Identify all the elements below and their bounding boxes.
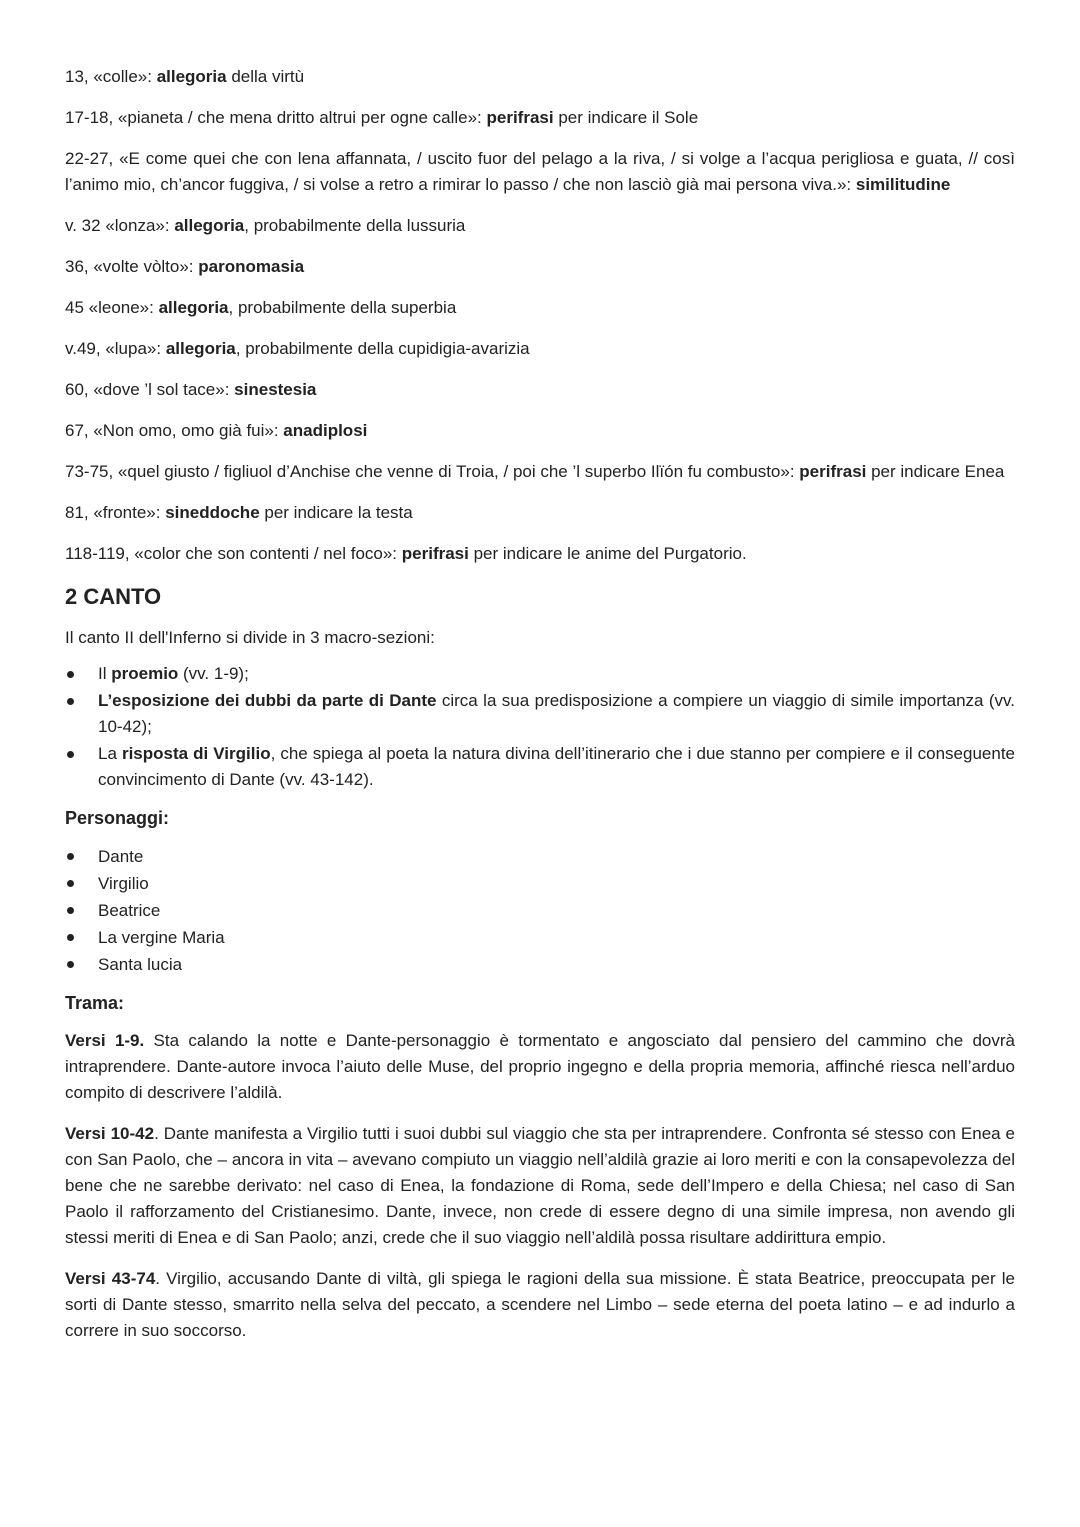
- bold-text: allegoria: [158, 298, 229, 317]
- figure-note: [65, 146, 1015, 198]
- bold-text: Versi 1-9.: [65, 1031, 145, 1050]
- text-run: 22-27, «E come quei che con lena affannata, / uscito fuor del pelago a la riva, / si volge a l’acqua perigliosa e guata, // così l’animo mio, ch’ancor fuggiva, / si volse a retro a rimirar lo passo / che non lasciò già mai persona viva.»:: [65, 149, 1015, 194]
- text-run: , probabilmente della lussuria: [244, 216, 466, 235]
- character-item: [65, 897, 1015, 924]
- plot-paragraph: [65, 1028, 1015, 1106]
- character-item: [65, 843, 1015, 870]
- list-item: [65, 741, 1015, 793]
- bullet-icon: [67, 934, 74, 941]
- characters-list: [65, 843, 1015, 978]
- bullet-icon: [67, 698, 74, 705]
- figure-note: [65, 541, 1015, 567]
- figure-note: [65, 254, 1015, 280]
- document-page: [65, 64, 1015, 1359]
- text-run: 73-75, «quel giusto / figliuol d’Anchise che venne di Troia, / poi che ’l superbo Ilïón fu combusto»:: [65, 462, 800, 481]
- sections-list: [65, 661, 1015, 793]
- bold-text: perifrasi: [401, 544, 469, 563]
- bullet-icon: [67, 671, 74, 678]
- text-run: per indicare la testa: [259, 503, 413, 522]
- text-run: (vv. 1-9);: [178, 664, 249, 683]
- text-run: Sta calando la notte e Dante-personaggio è tormentato e angosciato dal pensiero del cammino che dovrà intraprendere. Dante-autore invoca l’aiuto delle Muse, del proprio ingegno e della propria memoria, affinché riesca nell’arduo compito di descrivere l’aldilà.: [65, 1031, 1015, 1102]
- bold-text: proemio: [111, 664, 179, 683]
- character-item: [65, 951, 1015, 978]
- figure-note: [65, 64, 1015, 90]
- text-run: della virtù: [226, 67, 305, 86]
- character-name: Virgilio: [98, 874, 149, 893]
- bullet-icon: [67, 880, 74, 887]
- text-run: , probabilmente della cupidigia-avarizia: [235, 339, 530, 358]
- figure-note: [65, 213, 1015, 239]
- text-run: La: [98, 744, 122, 763]
- figure-note: [65, 377, 1015, 403]
- figure-note: [65, 336, 1015, 362]
- character-name: Beatrice: [98, 901, 161, 920]
- bold-text: Versi 43-74: [65, 1269, 156, 1288]
- bold-text: perifrasi: [486, 108, 554, 127]
- characters-heading: Personaggi:: [65, 808, 170, 828]
- figure-note: [65, 295, 1015, 321]
- plot-paragraph: [65, 1121, 1015, 1251]
- text-run: 67, «Non omo, omo già fui»:: [65, 421, 284, 440]
- character-name: Santa lucia: [98, 955, 183, 974]
- figures-list: [65, 64, 1015, 567]
- text-run: v. 32 «lonza»:: [65, 216, 175, 235]
- plot-heading: Trama:: [65, 993, 125, 1013]
- character-name: La vergine Maria: [98, 928, 225, 947]
- figure-note: [65, 500, 1015, 526]
- character-item: [65, 924, 1015, 951]
- text-run: 118-119, «color che son contenti / nel foco»:: [65, 544, 402, 563]
- text-run: , che spiega al poeta la natura divina dell’itinerario che i due stanno per compiere e il conseguente convincimento di Dante (vv. 43-142).: [98, 744, 1015, 789]
- plot-paragraph: [65, 1266, 1015, 1344]
- figure-note: [65, 459, 1015, 485]
- bold-text: allegoria: [174, 216, 245, 235]
- text-run: 13, «colle»:: [65, 67, 157, 86]
- text-run: Il: [98, 664, 112, 683]
- character-item: [65, 870, 1015, 897]
- bold-text: sineddoche: [165, 503, 260, 522]
- list-item: [65, 661, 1015, 687]
- bold-text: risposta di Virgilio: [121, 744, 271, 763]
- text-run: circa la sua predisposizione a compiere un viaggio di simile importanza (vv. 10-42);: [98, 691, 1016, 736]
- text-run: v.49, «lupa»:: [65, 339, 166, 358]
- text-run: . Virgilio, accusando Dante di viltà, gli spiega le ragioni della sua missione. È stata Beatrice, preoccupata per le sorti di Dante stesso, smarrito nella selva del peccato, a scendere nel Limbo – sede eterna del poeta latino – e ad indurlo a correre in suo soccorso.: [65, 1269, 1015, 1340]
- text-run: per indicare Enea: [866, 462, 1005, 481]
- bold-text: perifrasi: [799, 462, 867, 481]
- intro-text: Il canto II dell'Inferno si divide in 3 macro-sezioni:: [65, 628, 435, 647]
- bullet-icon: [67, 961, 74, 968]
- bold-text: similitudine: [855, 175, 951, 194]
- text-run: 17-18, «pianeta / che mena dritto altrui per ogne calle»:: [65, 108, 487, 127]
- text-run: 60, «dove ’l sol tace»:: [65, 380, 235, 399]
- figure-note: [65, 418, 1015, 444]
- text-run: , probabilmente della superbia: [228, 298, 457, 317]
- text-run: 81, «fronte»:: [65, 503, 166, 522]
- bullet-icon: [67, 751, 74, 758]
- section-heading: 2 CANTO: [65, 584, 162, 609]
- text-run: per indicare il Sole: [553, 108, 699, 127]
- text-run: . Dante manifesta a Virgilio tutti i suoi dubbi sul viaggio che sta per intraprendere. Confronta sé stesso con Enea e con San Paolo, che – ancora in vita – avevano compiuto un viaggio nell’aldilà grazie ai loro meriti e con la consapevolezza del bene che ne sarebbe derivato: nel caso di Enea, la fondazione di Roma, sede dell’Impero e della Chiesa; nel caso di San Paolo il rafforzamento del Cristianesimo. Dante, invece, non crede di essere degno di una simile impresa, non avendo gli stessi meriti di Enea e di San Paolo; anzi, crede che il suo viaggio nell’aldilà possa risultare addirittura empio.: [65, 1124, 1015, 1247]
- text-run: 45 «leone»:: [65, 298, 159, 317]
- bold-text: allegoria: [156, 67, 227, 86]
- bullet-icon: [67, 853, 74, 860]
- bold-text: allegoria: [165, 339, 236, 358]
- character-name: Dante: [98, 847, 144, 866]
- figure-note: [65, 105, 1015, 131]
- plot-list: [65, 1028, 1015, 1344]
- bold-text: sinestesia: [234, 380, 317, 399]
- text-run: 36, «volte vòlto»:: [65, 257, 199, 276]
- bullet-icon: [67, 907, 74, 914]
- list-item: [65, 688, 1015, 740]
- text-run: per indicare le anime del Purgatorio.: [468, 544, 747, 563]
- bold-text: Versi 10-42: [65, 1124, 155, 1143]
- bold-text: L’esposizione dei dubbi da parte di Dante: [98, 691, 437, 710]
- bold-text: paronomasia: [198, 257, 305, 276]
- bold-text: anadiplosi: [283, 421, 368, 440]
